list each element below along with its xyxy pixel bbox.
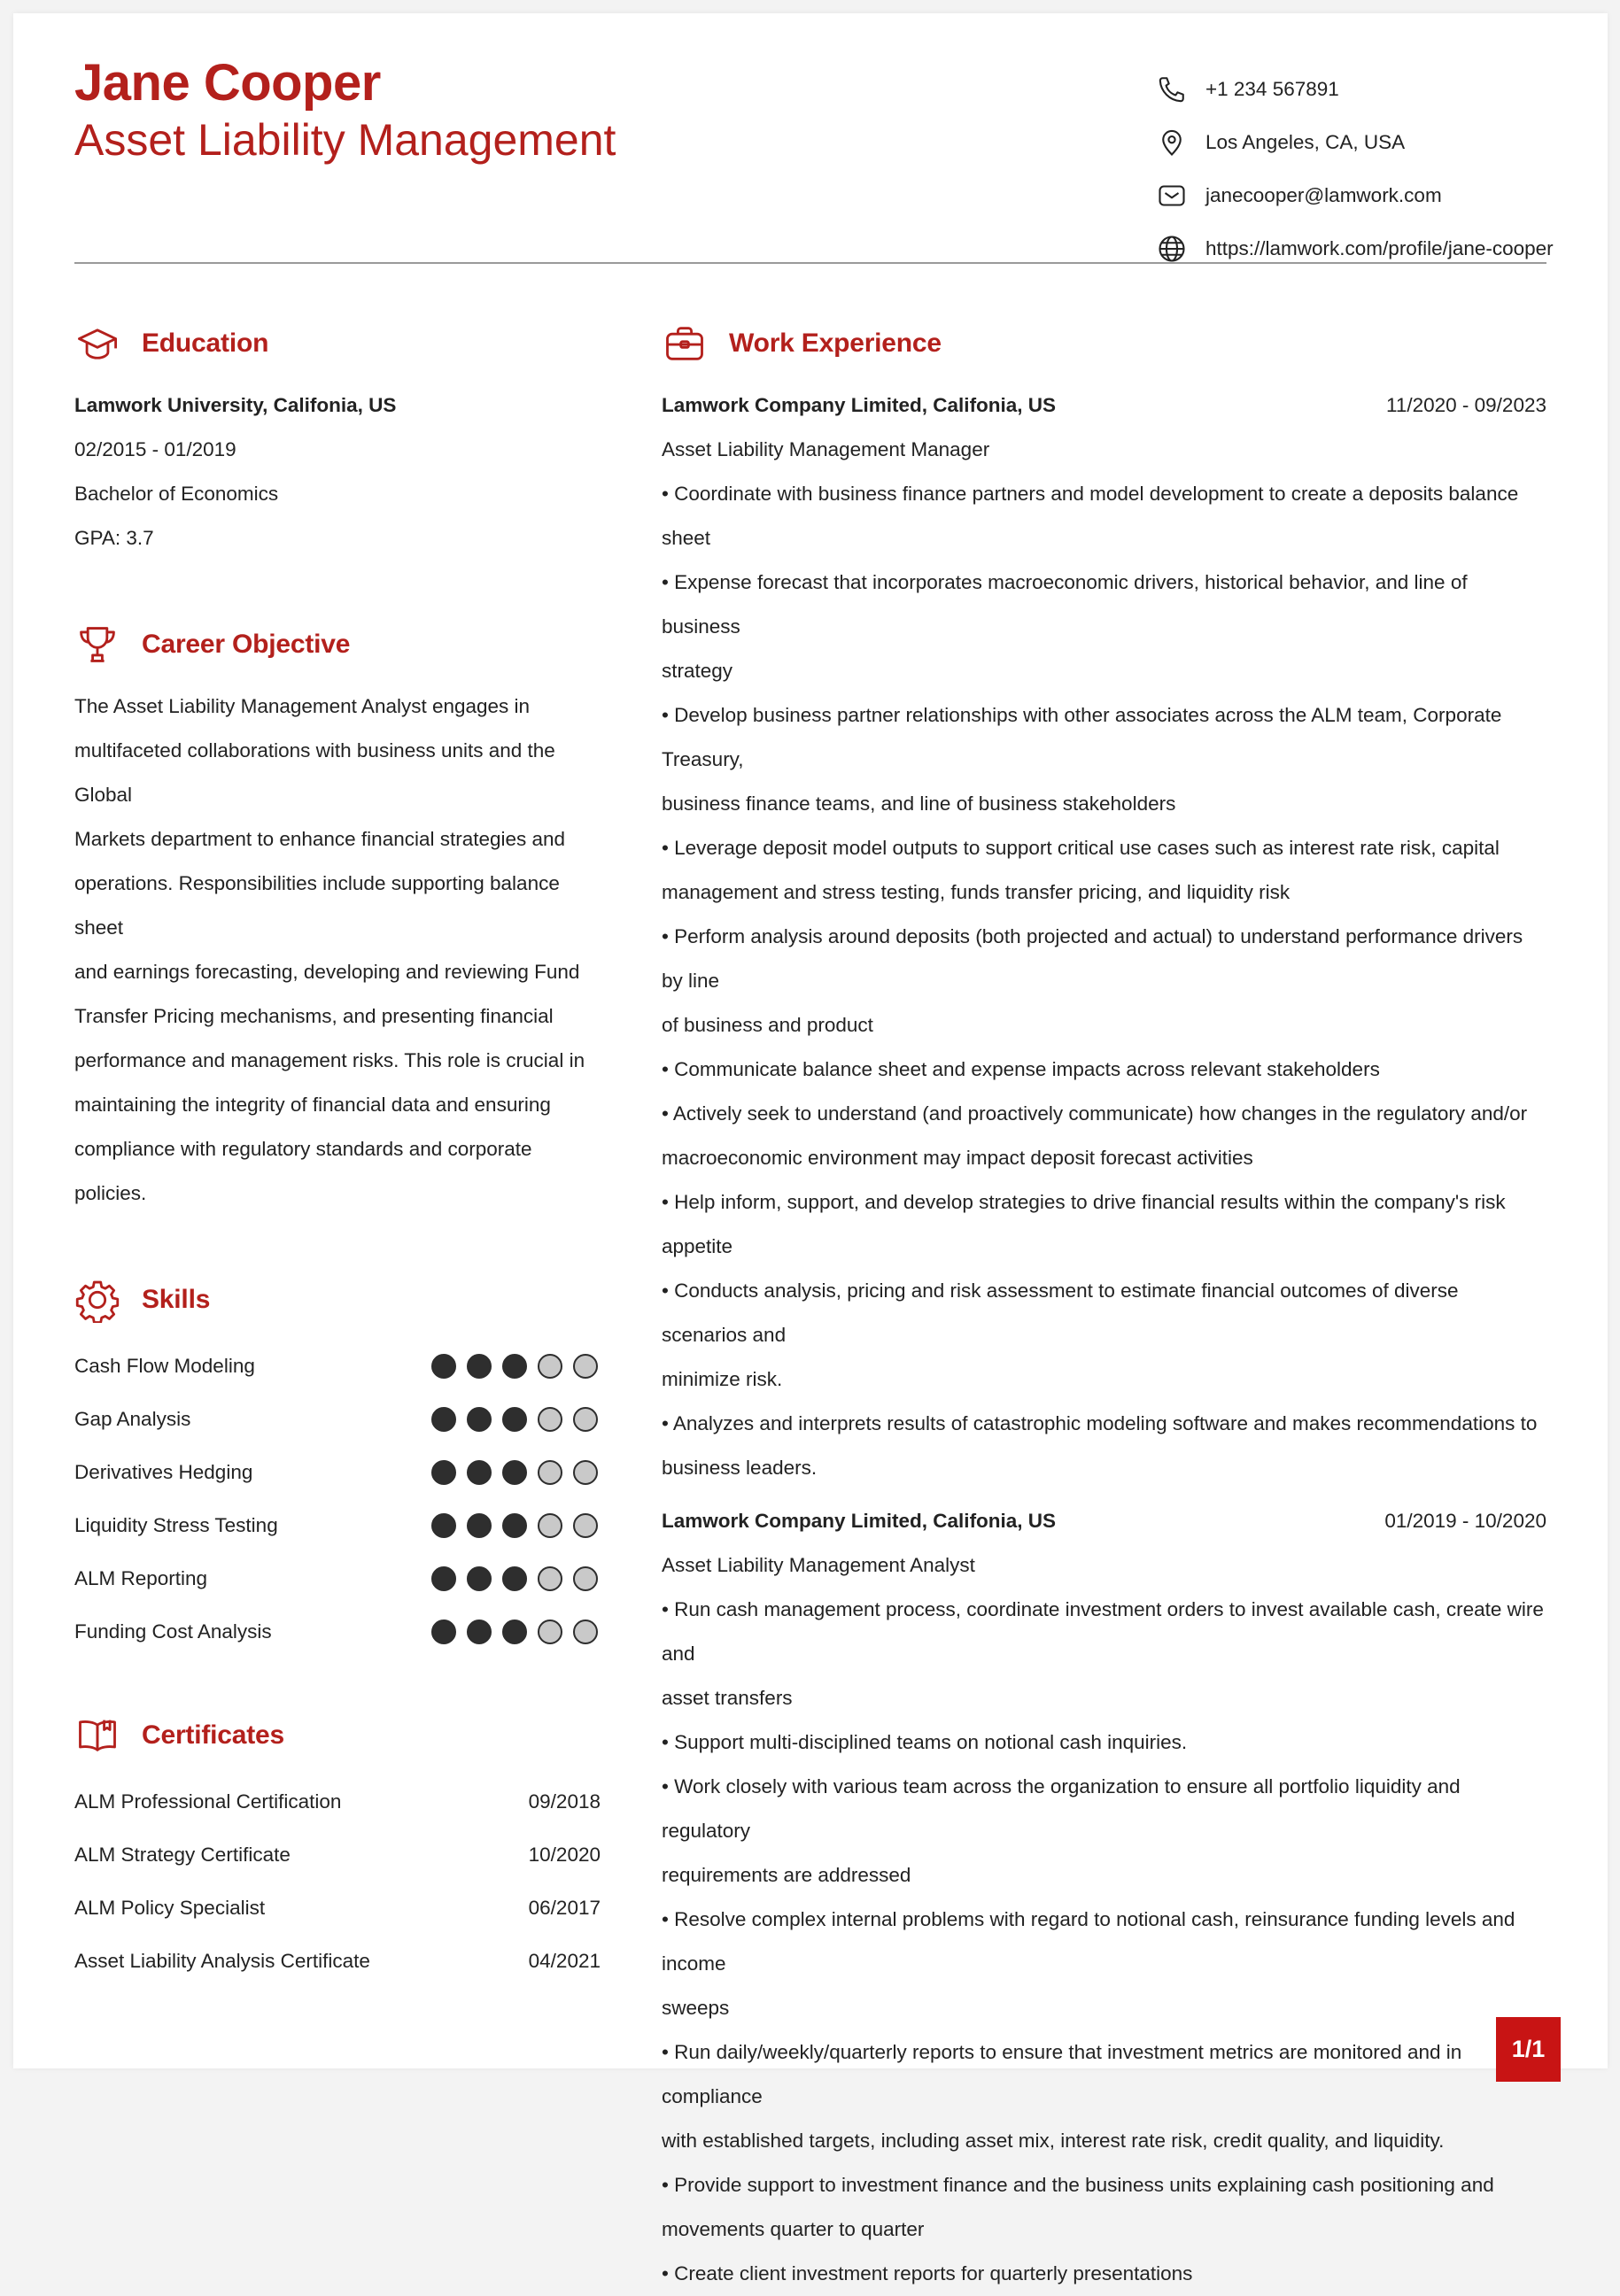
skills-list: [74, 1340, 601, 1658]
skills-heading: [74, 1271, 601, 1329]
right-column: [662, 314, 1546, 2296]
job-dates: 11/2020 - 09/2023: [1386, 394, 1546, 416]
certificate-date: 04/2021: [528, 1950, 601, 1972]
objective-heading: [74, 615, 601, 674]
rating-dot-filled: [431, 1354, 456, 1379]
page-indicator: 1/1: [1496, 2017, 1561, 2082]
job-title: Asset Liability Management: [74, 114, 616, 165]
objective-line: maintaining the integrity of financial data and ensuring: [74, 1094, 551, 1116]
skill-row: [74, 1605, 601, 1658]
rating-dot-filled: [502, 1566, 527, 1591]
rating-dot-filled: [467, 1460, 492, 1485]
skill-name: ALM Reporting: [74, 1567, 208, 1589]
location-pin-icon: [1156, 127, 1188, 158]
rating-dot-empty: [573, 1354, 598, 1379]
skill-name: Cash Flow Modeling: [74, 1355, 255, 1377]
candidate-name: Jane Cooper: [74, 54, 381, 112]
job-line: • Coordinate with business finance partners and model development to create a deposits balance sheet: [662, 483, 1519, 549]
objective-title: Career Objective: [142, 630, 351, 659]
open-book-icon: [74, 1712, 120, 1759]
skill-row: [74, 1446, 601, 1499]
job-line: • Support multi-disciplined teams on notional cash inquiries.: [662, 1731, 1188, 1753]
job-dates: 01/2019 - 10/2020: [1384, 1510, 1546, 1532]
contact-list: [1156, 63, 1554, 275]
education-dates: 02/2015 - 01/2019: [74, 438, 236, 460]
certificate-date: 09/2018: [528, 1790, 601, 1813]
job-line: • Resolve complex internal problems with regard to notional cash, reinsurance funding levels and income: [662, 1908, 1515, 1975]
skills-title: Skills: [142, 1285, 211, 1314]
certificate-name: ALM Policy Specialist: [74, 1897, 266, 1919]
job-line: • Run cash management process, coordinate investment orders to invest available cash, create wire and: [662, 1598, 1544, 1665]
left-column: [74, 314, 601, 1988]
skill-rating: [431, 1620, 598, 1644]
job-line: macroeconomic environment may impact deposit forecast activities: [662, 1147, 1253, 1169]
rating-dot-empty: [573, 1460, 598, 1485]
skill-name: Funding Cost Analysis: [74, 1620, 272, 1643]
rating-dot-empty: [573, 1513, 598, 1538]
trophy-icon: [74, 622, 120, 668]
resume-page: [13, 13, 1608, 2284]
job-line: • Provide support to investment finance and the business units explaining cash positioning and: [662, 2174, 1494, 2196]
job-entry: [662, 1499, 1546, 2296]
rating-dot-empty: [573, 1620, 598, 1644]
gear-icon: [74, 1277, 120, 1323]
graduation-cap-icon: [74, 321, 120, 367]
rating-dot-filled: [431, 1620, 456, 1644]
job-line: with established targets, including asset mix, interest rate risk, credit quality, and liquidity.: [662, 2130, 1445, 2152]
skill-rating: [431, 1513, 598, 1538]
briefcase-icon: [662, 321, 708, 367]
contact-website-link[interactable]: https://lamwork.com/profile/jane-cooper: [1205, 237, 1554, 259]
certificate-row: [74, 1828, 601, 1882]
objective-line: Markets department to enhance financial strategies and: [74, 828, 566, 850]
phone-icon: [1156, 73, 1188, 105]
job-line: • Expense forecast that incorporates macroeconomic drivers, historical behavior, and line of business: [662, 571, 1468, 638]
certificate-date: 10/2020: [528, 1844, 601, 1866]
job-line: • Run daily/weekly/quarterly reports to ensure that investment metrics are monitored and in compliance: [662, 2041, 1462, 2107]
education-gpa: GPA: 3.7: [74, 527, 154, 549]
rating-dot-filled: [431, 1566, 456, 1591]
certificate-name: Asset Liability Analysis Certificate: [74, 1950, 370, 1972]
job-line: • Actively seek to understand (and proactively communicate) how changes in the regulatory and/or: [662, 1102, 1528, 1125]
contact-phone: [1156, 63, 1554, 116]
job-line: • Conducts analysis, pricing and risk assessment to estimate financial outcomes of diverse scenarios and: [662, 1279, 1459, 1346]
envelope-icon: [1156, 180, 1188, 212]
certificate-row: [74, 1935, 601, 1988]
rating-dot-filled: [502, 1354, 527, 1379]
contact-location-text: Los Angeles, CA, USA: [1205, 131, 1406, 153]
objective-line: Transfer Pricing mechanisms, and presenting financial: [74, 1005, 554, 1027]
objective-line: The Asset Liability Management Analyst engages in: [74, 695, 531, 717]
job-company: Lamwork Company Limited, Califonia, US: [662, 394, 1057, 416]
job-line: • Help inform, support, and develop strategies to drive financial results within the company's risk appetite: [662, 1191, 1506, 1257]
skill-rating: [431, 1566, 598, 1591]
education-title: Education: [142, 329, 269, 358]
rating-dot-filled: [467, 1620, 492, 1644]
skill-rating: [431, 1354, 598, 1379]
rating-dot-empty: [538, 1620, 562, 1644]
rating-dot-filled: [431, 1407, 456, 1432]
job-line: of business and product: [662, 1014, 873, 1036]
skill-name: Gap Analysis: [74, 1408, 191, 1430]
rating-dot-filled: [467, 1513, 492, 1538]
skill-row: [74, 1393, 601, 1446]
skill-row: [74, 1552, 601, 1605]
job-line: • Perform analysis around deposits (both projected and actual) to understand performance drivers by line: [662, 925, 1523, 992]
education-heading: [74, 314, 601, 373]
job-role: Asset Liability Management Analyst: [662, 1554, 975, 1576]
rating-dot-filled: [467, 1407, 492, 1432]
job-line: asset transfers: [662, 1687, 793, 1709]
job-line: movements quarter to quarter: [662, 2218, 925, 2240]
rating-dot-filled: [467, 1354, 492, 1379]
job-line: • Create client investment reports for quarterly presentations: [662, 2262, 1193, 2284]
header-divider: [74, 262, 1546, 264]
job-line: • Leverage deposit model outputs to support critical use cases such as interest rate risk, capital: [662, 837, 1500, 859]
objective-line: multifaceted collaborations with business units and the Global: [74, 739, 555, 806]
contact-phone-text: +1 234 567891: [1205, 78, 1339, 100]
work-heading: [662, 314, 1546, 373]
job-line: • Work closely with various team across the organization to ensure all portfolio liquidity and regulatory: [662, 1775, 1461, 1842]
job-entry: [662, 383, 1546, 1490]
job-line: • Analyzes and interprets results of catastrophic modeling software and makes recommendations to: [662, 1412, 1538, 1434]
job-company: Lamwork Company Limited, Califonia, US: [662, 1510, 1057, 1532]
objective-line: compliance with regulatory standards and corporate policies.: [74, 1138, 532, 1204]
contact-location: [1156, 116, 1554, 169]
job-line: • Communicate balance sheet and expense impacts across relevant stakeholders: [662, 1058, 1380, 1080]
certificate-name: ALM Professional Certification: [74, 1790, 342, 1813]
objective-line: and earnings forecasting, developing and reviewing Fund: [74, 961, 580, 983]
rating-dot-empty: [538, 1354, 562, 1379]
certificate-name: ALM Strategy Certificate: [74, 1844, 291, 1866]
contact-email-link[interactable]: janecooper@lamwork.com: [1205, 184, 1442, 206]
certificates-title: Certificates: [142, 1720, 285, 1750]
job-line: strategy: [662, 660, 733, 682]
rating-dot-filled: [502, 1407, 527, 1432]
rating-dot-empty: [538, 1460, 562, 1485]
skill-rating: [431, 1407, 598, 1432]
skill-row: [74, 1499, 601, 1552]
job-header: [662, 1499, 1546, 1543]
rating-dot-filled: [502, 1513, 527, 1538]
certificate-date: 06/2017: [528, 1897, 601, 1919]
job-line: requirements are addressed: [662, 1864, 911, 1886]
contact-website[interactable]: [1156, 222, 1554, 275]
rating-dot-empty: [573, 1566, 598, 1591]
globe-icon: [1156, 233, 1188, 265]
skill-name: Liquidity Stress Testing: [74, 1514, 278, 1536]
resume-header: [74, 54, 616, 166]
job-header: [662, 383, 1546, 428]
job-role: Asset Liability Management Manager: [662, 438, 990, 460]
job-line: business leaders.: [662, 1457, 818, 1479]
rating-dot-filled: [431, 1513, 456, 1538]
objective-line: operations. Responsibilities include supporting balance sheet: [74, 872, 560, 939]
work-title: Work Experience: [729, 329, 942, 358]
contact-email[interactable]: [1156, 169, 1554, 222]
rating-dot-empty: [538, 1566, 562, 1591]
rating-dot-empty: [538, 1407, 562, 1432]
certificate-row: [74, 1882, 601, 1935]
education-school: Lamwork University, Califonia, US: [74, 394, 397, 416]
certificates-list: [74, 1775, 601, 1988]
rating-dot-filled: [502, 1460, 527, 1485]
rating-dot-filled: [467, 1566, 492, 1591]
objective-line: performance and management risks. This role is crucial in: [74, 1049, 585, 1071]
rating-dot-empty: [573, 1407, 598, 1432]
job-line: minimize risk.: [662, 1368, 783, 1390]
job-line: • Develop business partner relationships with other associates across the ALM team, Corporate Treasury,: [662, 704, 1502, 770]
job-line: sweeps: [662, 1997, 730, 2019]
skill-rating: [431, 1460, 598, 1485]
education-degree: Bachelor of Economics: [74, 483, 279, 505]
job-line: business finance teams, and line of business stakeholders: [662, 792, 1176, 815]
objective-text: [74, 684, 601, 1216]
skill-name: Derivatives Hedging: [74, 1461, 253, 1483]
rating-dot-empty: [538, 1513, 562, 1538]
rating-dot-filled: [431, 1460, 456, 1485]
certificate-row: [74, 1775, 601, 1828]
job-line: management and stress testing, funds transfer pricing, and liquidity risk: [662, 881, 1291, 903]
rating-dot-filled: [502, 1620, 527, 1644]
skill-row: [74, 1340, 601, 1393]
certificates-heading: [74, 1706, 601, 1765]
